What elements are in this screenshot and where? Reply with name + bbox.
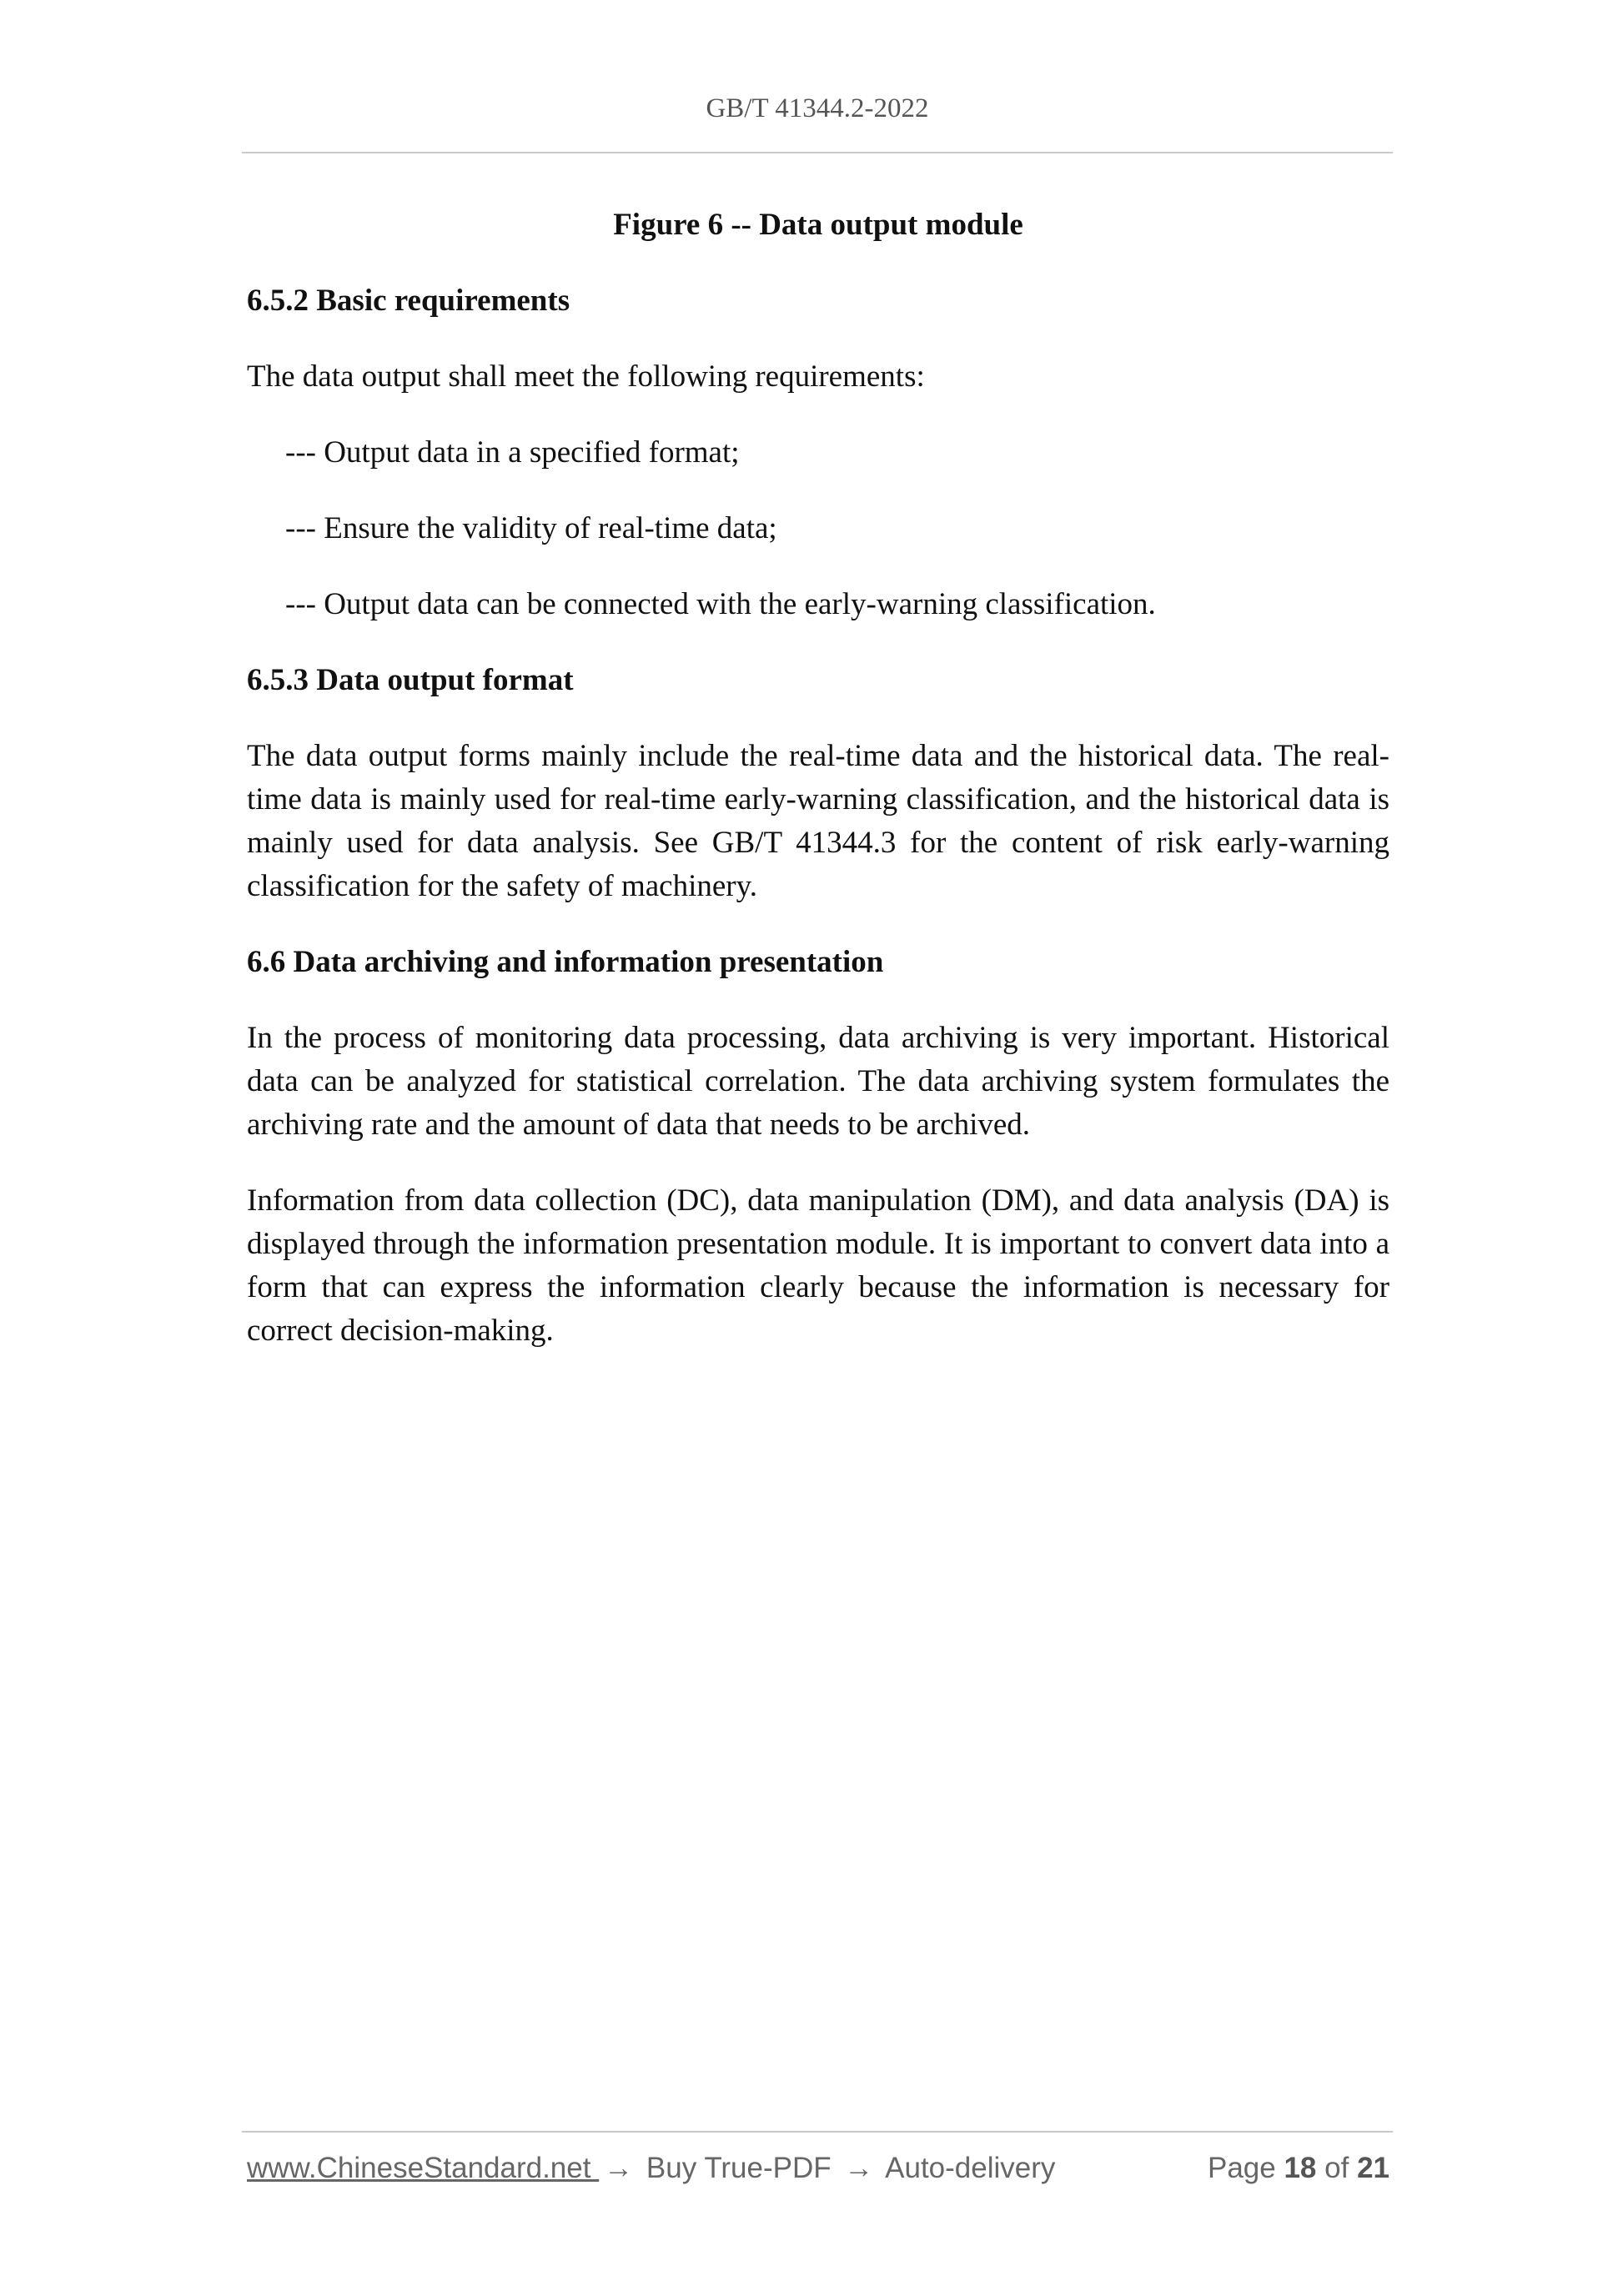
requirement-item: --- Output data in a specified format; xyxy=(285,435,740,470)
section-heading-6-5-2: 6.5.2 Basic requirements xyxy=(247,284,570,318)
page-label: Page xyxy=(1207,2152,1276,2184)
requirement-item: --- Ensure the validity of real-time data; xyxy=(285,511,777,545)
document-id-header: GB/T 41344.2-2022 xyxy=(706,93,929,123)
arrow-right-icon: → xyxy=(844,2152,874,2184)
page-of-label: of xyxy=(1324,2152,1349,2184)
page-current: 18 xyxy=(1284,2152,1317,2184)
site-link[interactable]: www.ChineseStandard.net xyxy=(247,2152,600,2184)
section-6-5-2-intro: The data output shall meet the following requirements: xyxy=(247,359,925,394)
section-6-6-paragraph-1: In the process of monitoring data processing, data archiving is very important. Historical data can be analyzed for statistical correlation. The data archiving system formulates the archiving rate and the amount of data that needs to be archived. xyxy=(247,1021,1389,1142)
footer-promo xyxy=(247,2152,1055,2185)
figure-caption: Figure 6 -- Data output module xyxy=(613,208,1023,242)
section-6-6-paragraph-2: Information from data collection (DC), data manipulation (DM), and data analysis (DA) is displayed through the information presentation module. It is important to convert data into a form that can express the information clearly because the information is necessary for correct decision-making. xyxy=(247,1183,1389,1348)
requirement-item: --- Output data can be connected with the early-warning classification. xyxy=(285,587,1156,621)
page-content xyxy=(247,203,1389,1385)
arrow-right-icon: → xyxy=(604,2152,634,2184)
header-divider xyxy=(242,152,1393,153)
buy-text: Buy True-PDF xyxy=(638,2152,840,2184)
section-heading-6-5-3: 6.5.3 Data output format xyxy=(247,663,574,697)
page-total: 21 xyxy=(1357,2152,1389,2184)
delivery-text: Auto-delivery xyxy=(878,2152,1056,2184)
section-6-5-3-paragraph: The data output forms mainly include the real-time data and the historical data. The real-time data is mainly used for real-time early-warning classification, and the historical data is mainly used for data analysis. See GB/T 41344.3 for the content of risk early-warning classification for the safety of machinery. xyxy=(247,739,1389,903)
footer-divider xyxy=(242,2131,1393,2133)
section-heading-6-6: 6.6 Data archiving and information presentation xyxy=(247,945,884,979)
page-number xyxy=(1208,2152,1389,2185)
